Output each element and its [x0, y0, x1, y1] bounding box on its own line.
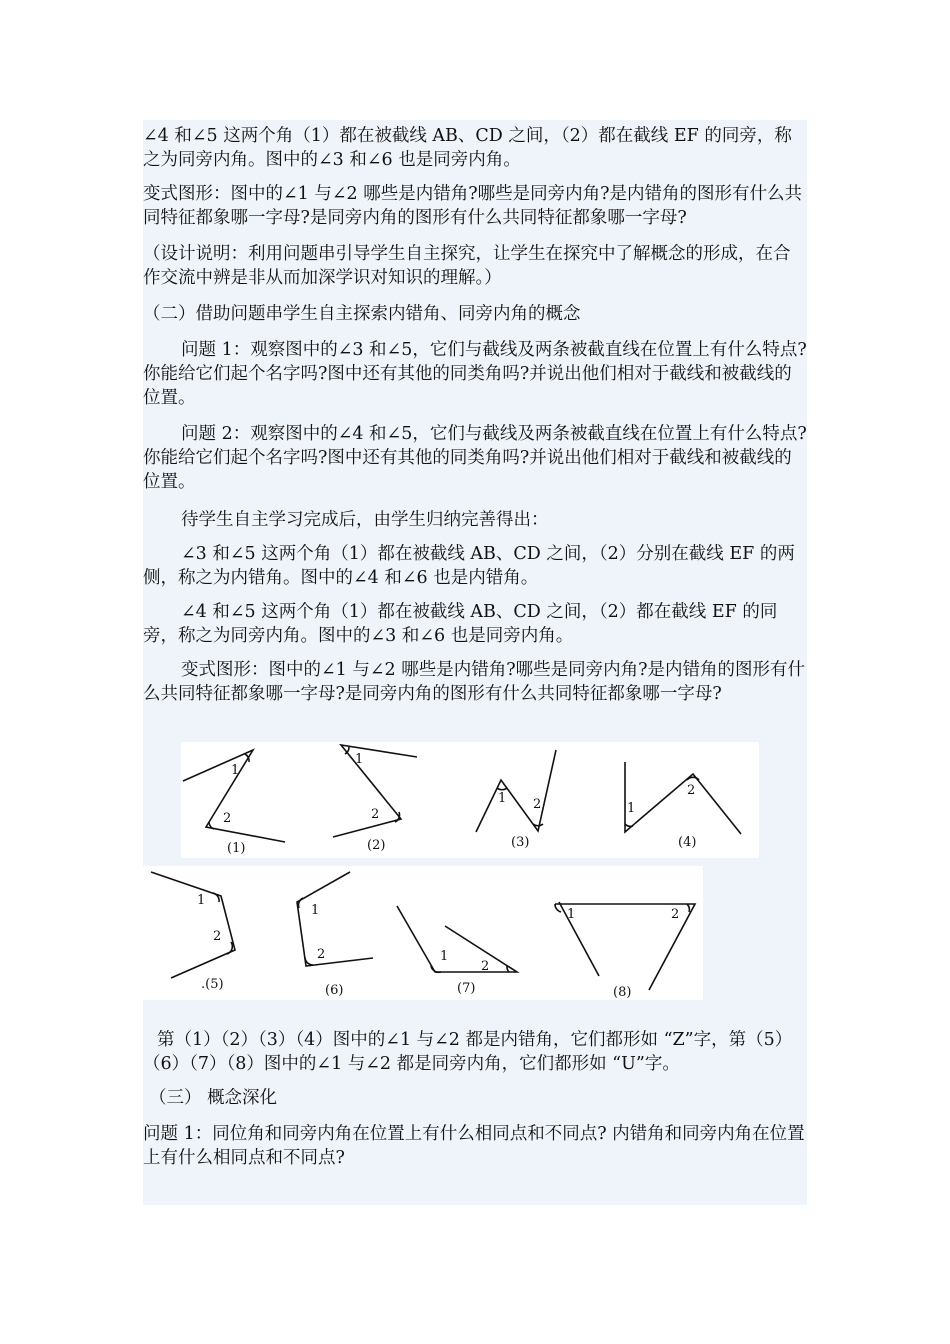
paragraph-variant-figures: 变式图形：图中的∠1 与∠2 哪些是内错角?哪些是同旁内角?是内错角的图形有什么共同特征都象哪一字母?是同旁内角的图形有什么共同特征都象哪一字母? — [143, 184, 802, 228]
figure-8-caption: (8) — [613, 985, 632, 1000]
paragraph-design-note: （设计说明：利用问题串引导学生自主探究，让学生在探究中了解概念的形成，在合作交流中辨是非从而加深学识对知识的理解。） — [143, 244, 791, 288]
paragraph-question-2: 问题 2：观察图中的∠4 和∠5，它们与截线及两条被截直线在位置上有什么特点?你能给它们起个名字吗?图中还有其他的同类角吗?并说出他们相对于截线和被截线的位置。 — [143, 424, 807, 492]
figure-5-u-shape — [151, 872, 235, 992]
paragraph-question-1: 问题 1：观察图中的∠3 和∠5，它们与截线及两条被截直线在位置上有什么特点?你能给它们起个名字吗?图中还有其他的同类角吗?并说出他们相对于截线和被截线的位置。 — [143, 340, 807, 408]
figure-7-angle-1: 1 — [440, 949, 449, 964]
figure-3-angle-2: 2 — [533, 797, 542, 812]
figure-4-z-shape — [625, 762, 741, 850]
figure-4-angle-1: 1 — [627, 801, 636, 816]
figure-3-angle-1: 1 — [498, 791, 507, 806]
figure-2-angle-1: 1 — [355, 752, 364, 767]
figure-5-angle-2: 2 — [213, 929, 222, 944]
figure-3-z-shape — [476, 750, 556, 850]
figure-8-angle-1: 1 — [567, 907, 576, 922]
figure-6-caption: (6) — [325, 983, 344, 998]
figure-2-z-shape — [333, 745, 417, 853]
figure-2-caption: (2) — [367, 838, 386, 853]
figure-4-caption: (4) — [678, 835, 697, 850]
paragraph-deepening-question-1: 问题 1：同位角和同旁内角在位置上有什么相同点和不同点? 内错角和同旁内角在位置上有什么相同点和不同点? — [143, 1124, 805, 1168]
paragraph-variant-figures-2: 变式图形：图中的∠1 与∠2 哪些是内错角?哪些是同旁内角?是内错角的图形有什么共同特征都象哪一字母?是同旁内角的图形有什么共同特征都象哪一字母? — [143, 660, 805, 704]
paragraph-same-side-definition-2: ∠4 和∠5 这两个角（1）都在被截线 AB、CD 之间，（2）都在截线 EF 的同旁，称之为同旁内角。图中的∠3 和∠6 也是同旁内角。 — [143, 602, 778, 646]
figure-6-u-shape — [297, 872, 373, 998]
figure-1-caption: (1) — [227, 841, 246, 856]
figure-4-angle-2: 2 — [687, 783, 696, 798]
paragraph-figure-conclusion: 第（1）（2）（3）（4）图中的∠1 与∠2 都是内错角，它们都形如 “Z”字，第（5）（6）（7）（8）图中的∠1 与∠2 都是同旁内角，它们都形如 “U”字。 — [143, 1030, 793, 1074]
figure-7-angle-2: 2 — [481, 959, 490, 974]
section-heading-3: （三） 概念深化 — [149, 1088, 278, 1108]
figure-3-caption: (3) — [511, 835, 530, 850]
document-page — [143, 120, 807, 1205]
figure-6-angle-1: 1 — [311, 903, 320, 918]
figure-8-angle-2: 2 — [671, 907, 680, 922]
paragraph-alternate-interior-definition: ∠3 和∠5 这两个角（1）都在被截线 AB、CD 之间，（2）分别在截线 EF 的两侧，称之为内错角。图中的∠4 和∠6 也是内错角。 — [143, 544, 795, 588]
paragraph-summary-intro: 待学生自主学习完成后，由学生归纳完善得出： — [181, 510, 549, 530]
section-heading-2: （二）借助问题串学生自主探索内错角、同旁内角的概念 — [143, 304, 581, 324]
figure-row-u-shapes — [143, 866, 703, 1000]
figure-8-u-shape — [555, 902, 695, 1000]
figure-6-angle-2: 2 — [317, 947, 326, 962]
figure-5-angle-1: 1 — [197, 893, 206, 908]
figure-5-caption: .(5) — [201, 977, 224, 992]
figure-7-caption: (7) — [457, 981, 476, 996]
paragraph-same-side-definition: ∠4 和∠5 这两个角（1）都在被截线 AB、CD 之间，（2）都在截线 EF 的同旁，称之为同旁内角。图中的∠3 和∠6 也是同旁内角。 — [143, 126, 792, 170]
figure-7-u-shape — [397, 906, 517, 996]
figure-1-angle-2: 2 — [223, 811, 232, 826]
figure-row-z-shapes — [181, 742, 759, 858]
figure-2-angle-2: 2 — [371, 807, 380, 822]
figure-1-z-shape — [183, 750, 285, 856]
figure-1-angle-1: 1 — [231, 763, 240, 778]
